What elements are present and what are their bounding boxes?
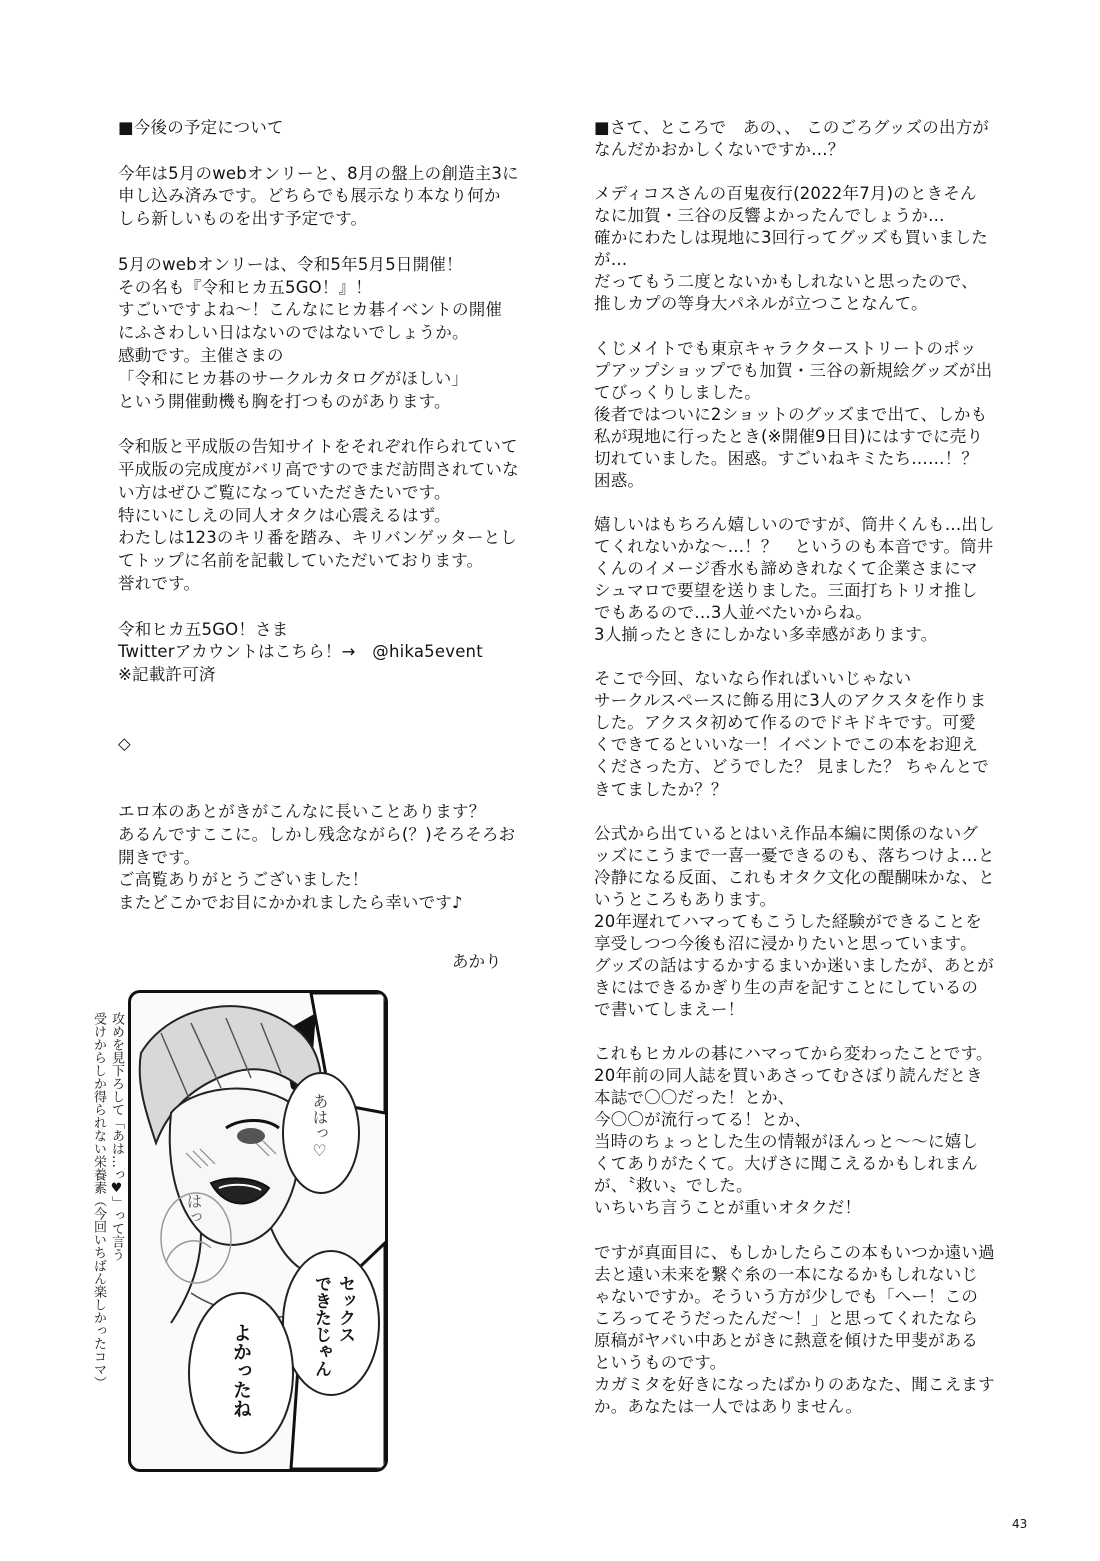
text-line: という開催動機も胸を打つものがあります。 <box>118 391 451 411</box>
text-line: で書いてしまえー！ <box>594 1000 745 1019</box>
text-line: 今〇〇が流行ってる！とか、 <box>594 1110 812 1130</box>
text-line: 本誌で〇〇だった！とか、 <box>594 1088 795 1108</box>
text-line: てくれないかな〜…！？ というのも本音です。筒井 <box>594 536 994 556</box>
text-line: そこで今回、ないなら作ればいいじゃない <box>594 669 912 689</box>
text-line: その名も『令和ヒカ五5GO！』！ <box>118 277 372 297</box>
text-line: くてありがたくて。大げさに聞こえるかもしれまん <box>594 1154 978 1174</box>
text-line: いちいち言うことが重いオタクだ！ <box>594 1198 862 1218</box>
text-line: した。アクスタ初めて作るのでドキドキです。可愛 <box>594 713 976 733</box>
speech-bubble-1-line-1: セックス <box>335 1275 355 1343</box>
text-line: 嬉しいはもちろん嬉しいのですが、筒井くんも…出し <box>594 514 995 534</box>
text-line: ッズにこうまで一喜一憂できるのも、落ちつけよ…と <box>594 845 995 865</box>
text-line: グッズの話はするかするまいか迷いましたが、あとが <box>594 955 994 975</box>
text-line: またどこかでお目にかかれましたら幸いです♪ <box>118 893 463 913</box>
text-line: 冷静になる反面、これもオタク文化の醍醐味かな、と <box>594 867 995 887</box>
text-line: 令和版と平成版の告知サイトをそれぞれ作られていて <box>118 437 518 457</box>
text-line: きにはできるかぎり生の声を記すことにしているの <box>594 977 979 997</box>
text-line: 20年遅れてハマってもこうした経験ができることを <box>594 911 983 931</box>
text-line: Twitterアカウントはこちら！→ @hika5event <box>118 642 483 662</box>
text-line: くんのイメージ香水も諦めきれなくて企業さまにマ <box>594 559 978 578</box>
text-line: なんだかおかしくないですか…？ <box>594 140 845 160</box>
text-line: わたしは123のキリ番を踏み、キリバンゲッターとし <box>118 528 517 548</box>
text-line: てびっくりしました。 <box>594 382 761 402</box>
text-line: 今年は5月のwebオンリーと、8月の盤上の創造主3に <box>118 163 519 183</box>
text-line: 後者ではついに2ショットのグッズまで出て、しかも <box>594 404 988 424</box>
text-line: 原稿がヤバい中あとがきに熱意を傾けた甲斐がある <box>594 1330 979 1350</box>
text-line: すごいですよね〜！こんなにヒカ碁イベントの開催 <box>118 300 503 320</box>
author-signature: あかり <box>452 952 502 971</box>
text-line: ゃないですか。そういう方が少しでも「へー！この <box>594 1286 979 1306</box>
text-line: 感動です。主催さまの <box>118 346 284 365</box>
text-line: いうところもあります。 <box>594 889 777 909</box>
text-line: 20年前の同人誌を買いあさってむさぼり読んだとき <box>594 1066 983 1086</box>
text-line: 誉れです。 <box>118 574 201 593</box>
text-line: ■さて、ところで あの、、 このごろグッズの出方が <box>594 118 990 137</box>
text-line: か。あなたは一人ではありません。 <box>594 1396 863 1416</box>
text-line: 5月のwebオンリーは、令和5年5月5日開催！ <box>118 254 463 274</box>
text-line: 推しカプの等身大パネルが立つことなんて。 <box>594 294 928 314</box>
text-line: プアップショップでも加賀・三谷の新規絵グッズが出 <box>594 360 993 380</box>
text-line: でもあるので…3人並べたいからね。 <box>594 603 872 623</box>
text-line: が… <box>594 250 628 270</box>
text-line: 確かにわたしは現地に3回行ってグッズも買いました <box>594 228 988 248</box>
text-line: 当時のちょっとした生の情報がほんっと〜〜に嬉し <box>594 1132 979 1152</box>
text-line: が、〝救い〟でした。 <box>594 1176 753 1196</box>
text-line: 私が現地に行ったとき(※開催9日目)にはすでに売り <box>594 426 984 446</box>
text-line: ですが真面目に、もしかしたらこの本もいつか遠い過 <box>594 1242 995 1262</box>
text-line: ころってそうだったんだ〜！」と思ってくれたなら <box>594 1308 979 1328</box>
panel-caption-line-1: 攻めを見下ろして「あは…っ♥」って言う <box>109 1012 124 1261</box>
text-line: くできてるといいな一！イベントでこの本をお迎え <box>594 735 979 755</box>
text-line: 令和ヒカ五5GO！さま <box>118 619 289 639</box>
text-line: 平成版の完成度がバリ高ですのでまだ訪問されていな <box>118 460 519 479</box>
text-line: メディコスさんの百鬼夜行(2022年7月)のときそん <box>594 184 977 204</box>
text-line: サークルスペースに飾る用に3人のアクスタを作りま <box>594 691 987 711</box>
text-line: 享受しつつ今後も沼に浸かりたいと思っています。 <box>594 933 977 953</box>
text-line: 公式から出ているとはいえ作品本編に関係のないグ <box>594 823 979 843</box>
text-line: ※記載許可済 <box>118 665 216 685</box>
text-line: ご高覧ありがとうございました！ <box>118 870 369 890</box>
text-line: 切れていました。困惑。すごいねキミたち……！？ <box>594 448 979 468</box>
text-line: エロ本のあとがきがこんなに長いことあります？ <box>118 802 486 821</box>
text-line: 特にいにしえの同人オタクは心震えるはず。 <box>118 505 451 525</box>
text-line: い方はぜひご覧になっていただきたいです。 <box>118 482 451 502</box>
manga-illustration <box>131 993 385 1469</box>
text-line: これもヒカルの碁にハマってから変わったことです。 <box>594 1044 993 1064</box>
text-line: なに加賀・三谷の反響よかったんでしょうか… <box>594 206 945 226</box>
sfx-ahha: あはっ♡ <box>310 1093 329 1160</box>
text-line: 3人揃ったときにしかない多幸感があります。 <box>594 625 938 645</box>
text-line: しら新しいものを出す予定です。 <box>118 209 368 229</box>
text-line: 去と遠い未来を繋ぐ糸の一本になるかもしれないじ <box>594 1264 979 1284</box>
text-line: カガミタを好きになったばかりのあなた、聞こえます <box>594 1374 995 1394</box>
speech-bubble-2: よかったね <box>230 1323 252 1418</box>
text-line: にふさわしい日はないのではないでしょうか。 <box>118 323 469 343</box>
text-line: てトップに名前を記載していただいております。 <box>118 551 484 571</box>
sfx-ha: はっ <box>184 1193 203 1225</box>
text-line: くじメイトでも東京キャラクターストリートのポッ <box>594 338 977 358</box>
manga-panel <box>128 990 388 1472</box>
text-line: 困惑。 <box>594 470 645 490</box>
text-line: きてましたか？？ <box>594 779 728 799</box>
text-line: ■今後の予定について <box>118 118 284 137</box>
text-line: 開きです。 <box>118 847 201 867</box>
page-number: 43 <box>1012 1517 1028 1531</box>
text-line: 申し込み済みです。どちらでも展示なり本なり何か <box>118 186 501 206</box>
panel-caption-line-2: 受けからしか得られない栄養素（今回いちばん楽しかったコマ） <box>91 1012 106 1389</box>
text-line: ◇ <box>118 733 131 753</box>
text-line: というものです。 <box>594 1352 727 1372</box>
speech-bubble-1-line-2: できたじゃん <box>311 1275 331 1377</box>
text-line: あるんですここに。しかし残念ながら(？)そろそろお <box>118 824 516 844</box>
text-line: くださった方、どうでした？ 見ました？ ちゃんとで <box>594 757 989 777</box>
text-line: だってもう二度とないかもしれないと思ったので、 <box>594 272 978 292</box>
text-line: シュマロで要望を送りました。三面打ちトリオ推し <box>594 581 978 601</box>
text-line: 「令和にヒカ碁のサークルカタログがほしい」 <box>118 368 469 388</box>
